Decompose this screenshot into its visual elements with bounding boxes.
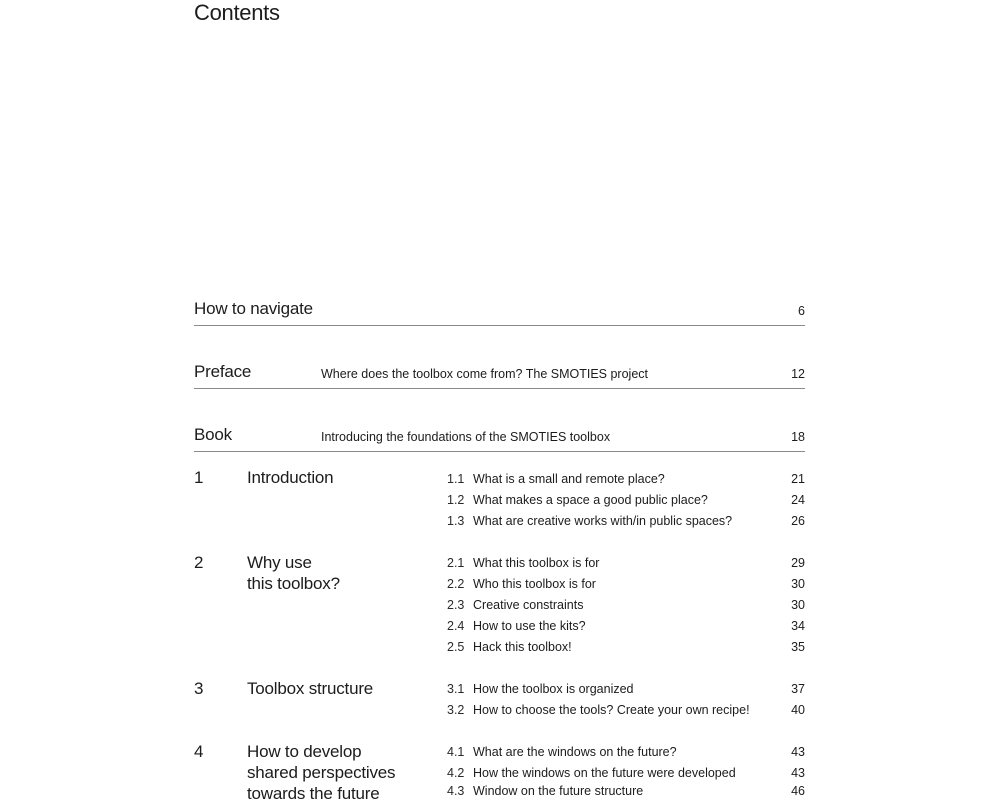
toc-entry[interactable] (447, 764, 805, 782)
toc-entry[interactable] (447, 701, 805, 719)
entry-number: 2.5 (447, 640, 465, 654)
entry-title: How to choose the tools? Create your own recipe! (473, 703, 750, 717)
entry-number: 2.4 (447, 619, 465, 633)
entry-page: 34 (791, 619, 805, 633)
chapter-title-line: this toolbox? (247, 574, 340, 593)
toc-entry[interactable] (447, 512, 805, 530)
entry-title: What is a small and remote place? (473, 472, 665, 486)
toc-entry[interactable] (447, 491, 805, 509)
entry-page: 30 (791, 598, 805, 612)
entry-number: 3.2 (447, 703, 465, 717)
chapter-title-line: Introduction (247, 468, 334, 487)
chapter-number: 3 (194, 679, 204, 698)
entry-page: 43 (791, 745, 805, 759)
chapter-title-line: Why use (247, 553, 312, 572)
section-page-number: 18 (791, 430, 805, 444)
entry-page: 30 (791, 577, 805, 591)
chapter-title-line: How to develop (247, 742, 362, 761)
entry-title: Window on the future structure (473, 784, 644, 798)
toc-entry[interactable] (447, 782, 805, 800)
toc-entry[interactable] (447, 617, 805, 635)
page-title: Contents (194, 0, 280, 25)
entry-page: 24 (791, 493, 805, 507)
chapter-title[interactable] (247, 678, 373, 699)
entry-number: 4.2 (447, 766, 465, 780)
toc-entry[interactable] (447, 680, 805, 698)
section-divider (194, 388, 805, 389)
entry-title: How the toolbox is organized (473, 682, 634, 696)
entry-title: How to use the kits? (473, 619, 586, 633)
entry-page: 46 (791, 784, 805, 798)
entry-page: 37 (791, 682, 805, 696)
entry-number: 1.2 (447, 493, 465, 507)
section-divider (194, 325, 805, 326)
entry-page: 35 (791, 640, 805, 654)
entry-page: 43 (791, 766, 805, 780)
entry-title: What this toolbox is for (473, 556, 600, 570)
entry-number: 4.3 (447, 784, 465, 798)
entry-number: 2.3 (447, 598, 465, 612)
chapter-title[interactable] (247, 552, 340, 594)
toc-entry[interactable] (447, 470, 805, 488)
entry-number: 4.1 (447, 745, 465, 759)
entry-number: 2.2 (447, 577, 465, 591)
section-title-how-to-navigate[interactable]: How to navigate (194, 299, 313, 318)
section-title-book[interactable]: Book (194, 425, 232, 444)
entry-page: 40 (791, 703, 805, 717)
chapter-number: 1 (194, 468, 204, 487)
section-description: Where does the toolbox come from? The SMOTIES project (321, 367, 648, 381)
toc-entry[interactable] (447, 596, 805, 614)
entry-title: Hack this toolbox! (473, 640, 572, 654)
entry-title: Creative constraints (473, 598, 584, 612)
entry-number: 1.1 (447, 472, 465, 486)
toc-entry[interactable] (447, 554, 805, 572)
entry-title: What are the windows on the future? (473, 745, 677, 759)
section-page-number: 6 (798, 304, 805, 318)
section-divider (194, 451, 805, 452)
toc-entry[interactable] (447, 575, 805, 593)
chapter-title[interactable] (247, 741, 395, 804)
section-title-preface[interactable]: Preface (194, 362, 252, 381)
entry-number: 3.1 (447, 682, 465, 696)
entry-page: 29 (791, 556, 805, 570)
toc-entry[interactable] (447, 743, 805, 761)
entry-page: 21 (791, 472, 805, 486)
entry-title: What makes a space a good public place? (473, 493, 708, 507)
section-page-number: 12 (791, 367, 805, 381)
entry-title: Who this toolbox is for (473, 577, 596, 591)
chapter-number: 4 (194, 742, 204, 761)
entry-page: 26 (791, 514, 805, 528)
entry-title: What are creative works with/in public spaces? (473, 514, 733, 528)
chapter-title-line: Toolbox structure (247, 679, 374, 698)
chapter-title-line: towards the future (247, 784, 380, 803)
section-description: Introducing the foundations of the SMOTIES toolbox (321, 430, 611, 444)
chapter-title-line: shared perspectives (247, 763, 396, 782)
entry-number: 1.3 (447, 514, 465, 528)
entry-number: 2.1 (447, 556, 465, 570)
entry-title: How the windows on the future were developed (473, 766, 736, 780)
chapter-number: 2 (194, 553, 204, 572)
toc-entry[interactable] (447, 638, 805, 656)
chapter-title[interactable] (247, 467, 333, 488)
